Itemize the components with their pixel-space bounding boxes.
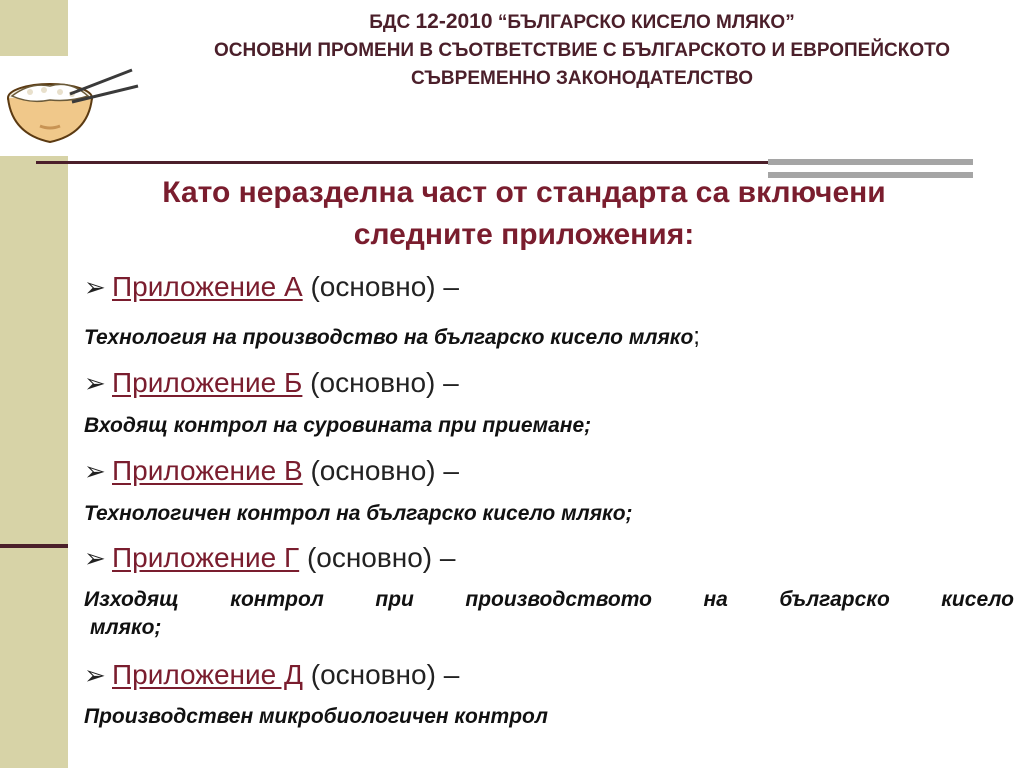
gray-accent-bar — [768, 159, 973, 165]
side-rule — [0, 544, 68, 548]
appendix-link[interactable]: Приложение А — [112, 271, 303, 302]
appendix-description: Входящ контрол на суровината при приемане; — [84, 414, 592, 437]
arrow-bullet-icon: ➢ — [84, 660, 106, 690]
arrow-bullet-icon: ➢ — [84, 456, 106, 486]
appendix-link[interactable]: Приложение Б — [112, 367, 303, 398]
appendix-note: (основно) – — [302, 659, 460, 690]
appendix-link[interactable]: Приложение Г — [112, 542, 300, 573]
title-divider — [36, 161, 776, 164]
title-line-3: СЪВРЕМЕННО ЗАКОНОДАТЕЛСТВО — [410, 68, 754, 89]
intro-line-2: следните приложения: — [353, 218, 695, 251]
title-number: 12-2010 — [415, 10, 493, 33]
appendix-description: Изходящ контрол при производството на българско кисело — [84, 588, 1014, 611]
appendix-item — [84, 366, 459, 400]
intro-line-1: Като неразделна част от стандарта са включени — [162, 176, 886, 209]
appendix-item — [84, 270, 459, 304]
title-line-2: ОСНОВНИ ПРОМЕНИ В СЪОТВЕТСТВИЕ С БЪЛГАРСКОТО И ЕВРОПЕЙСКОТО — [213, 40, 951, 61]
intro-heading — [40, 172, 1008, 256]
appendix-note: (основно) – — [302, 455, 459, 486]
appendix-description-cont: мляко; — [90, 616, 162, 639]
appendix-description — [84, 323, 1014, 352]
description-tail: ; — [693, 323, 700, 350]
appendix-note: (основно) – — [302, 271, 459, 302]
appendix-description: Производствен микробиологичен контрол — [84, 705, 548, 728]
arrow-bullet-icon: ➢ — [84, 368, 106, 398]
page-title — [140, 8, 1024, 93]
appendix-item — [84, 454, 459, 488]
arrow-bullet-icon: ➢ — [84, 543, 106, 573]
title-suffix: “БЪЛГАРСКО КИСЕЛО МЛЯКО” — [492, 12, 795, 33]
title-prefix: БДС — [369, 12, 416, 33]
appendix-link[interactable]: Приложение Д — [112, 659, 303, 690]
appendix-item — [84, 541, 455, 575]
logo-box — [0, 56, 140, 156]
appendix-description: Технологичен контрол на българско кисело мляко; — [84, 502, 633, 525]
appendix-item — [84, 658, 459, 692]
appendix-note: (основно) – — [302, 367, 459, 398]
description-text: Технология на производство на българско кисело мляко — [84, 326, 694, 349]
appendix-link[interactable]: Приложение В — [112, 455, 303, 486]
yogurt-bowl-chopsticks-icon — [0, 56, 140, 156]
arrow-bullet-icon: ➢ — [84, 272, 106, 302]
appendix-note: (основно) – — [299, 542, 456, 573]
